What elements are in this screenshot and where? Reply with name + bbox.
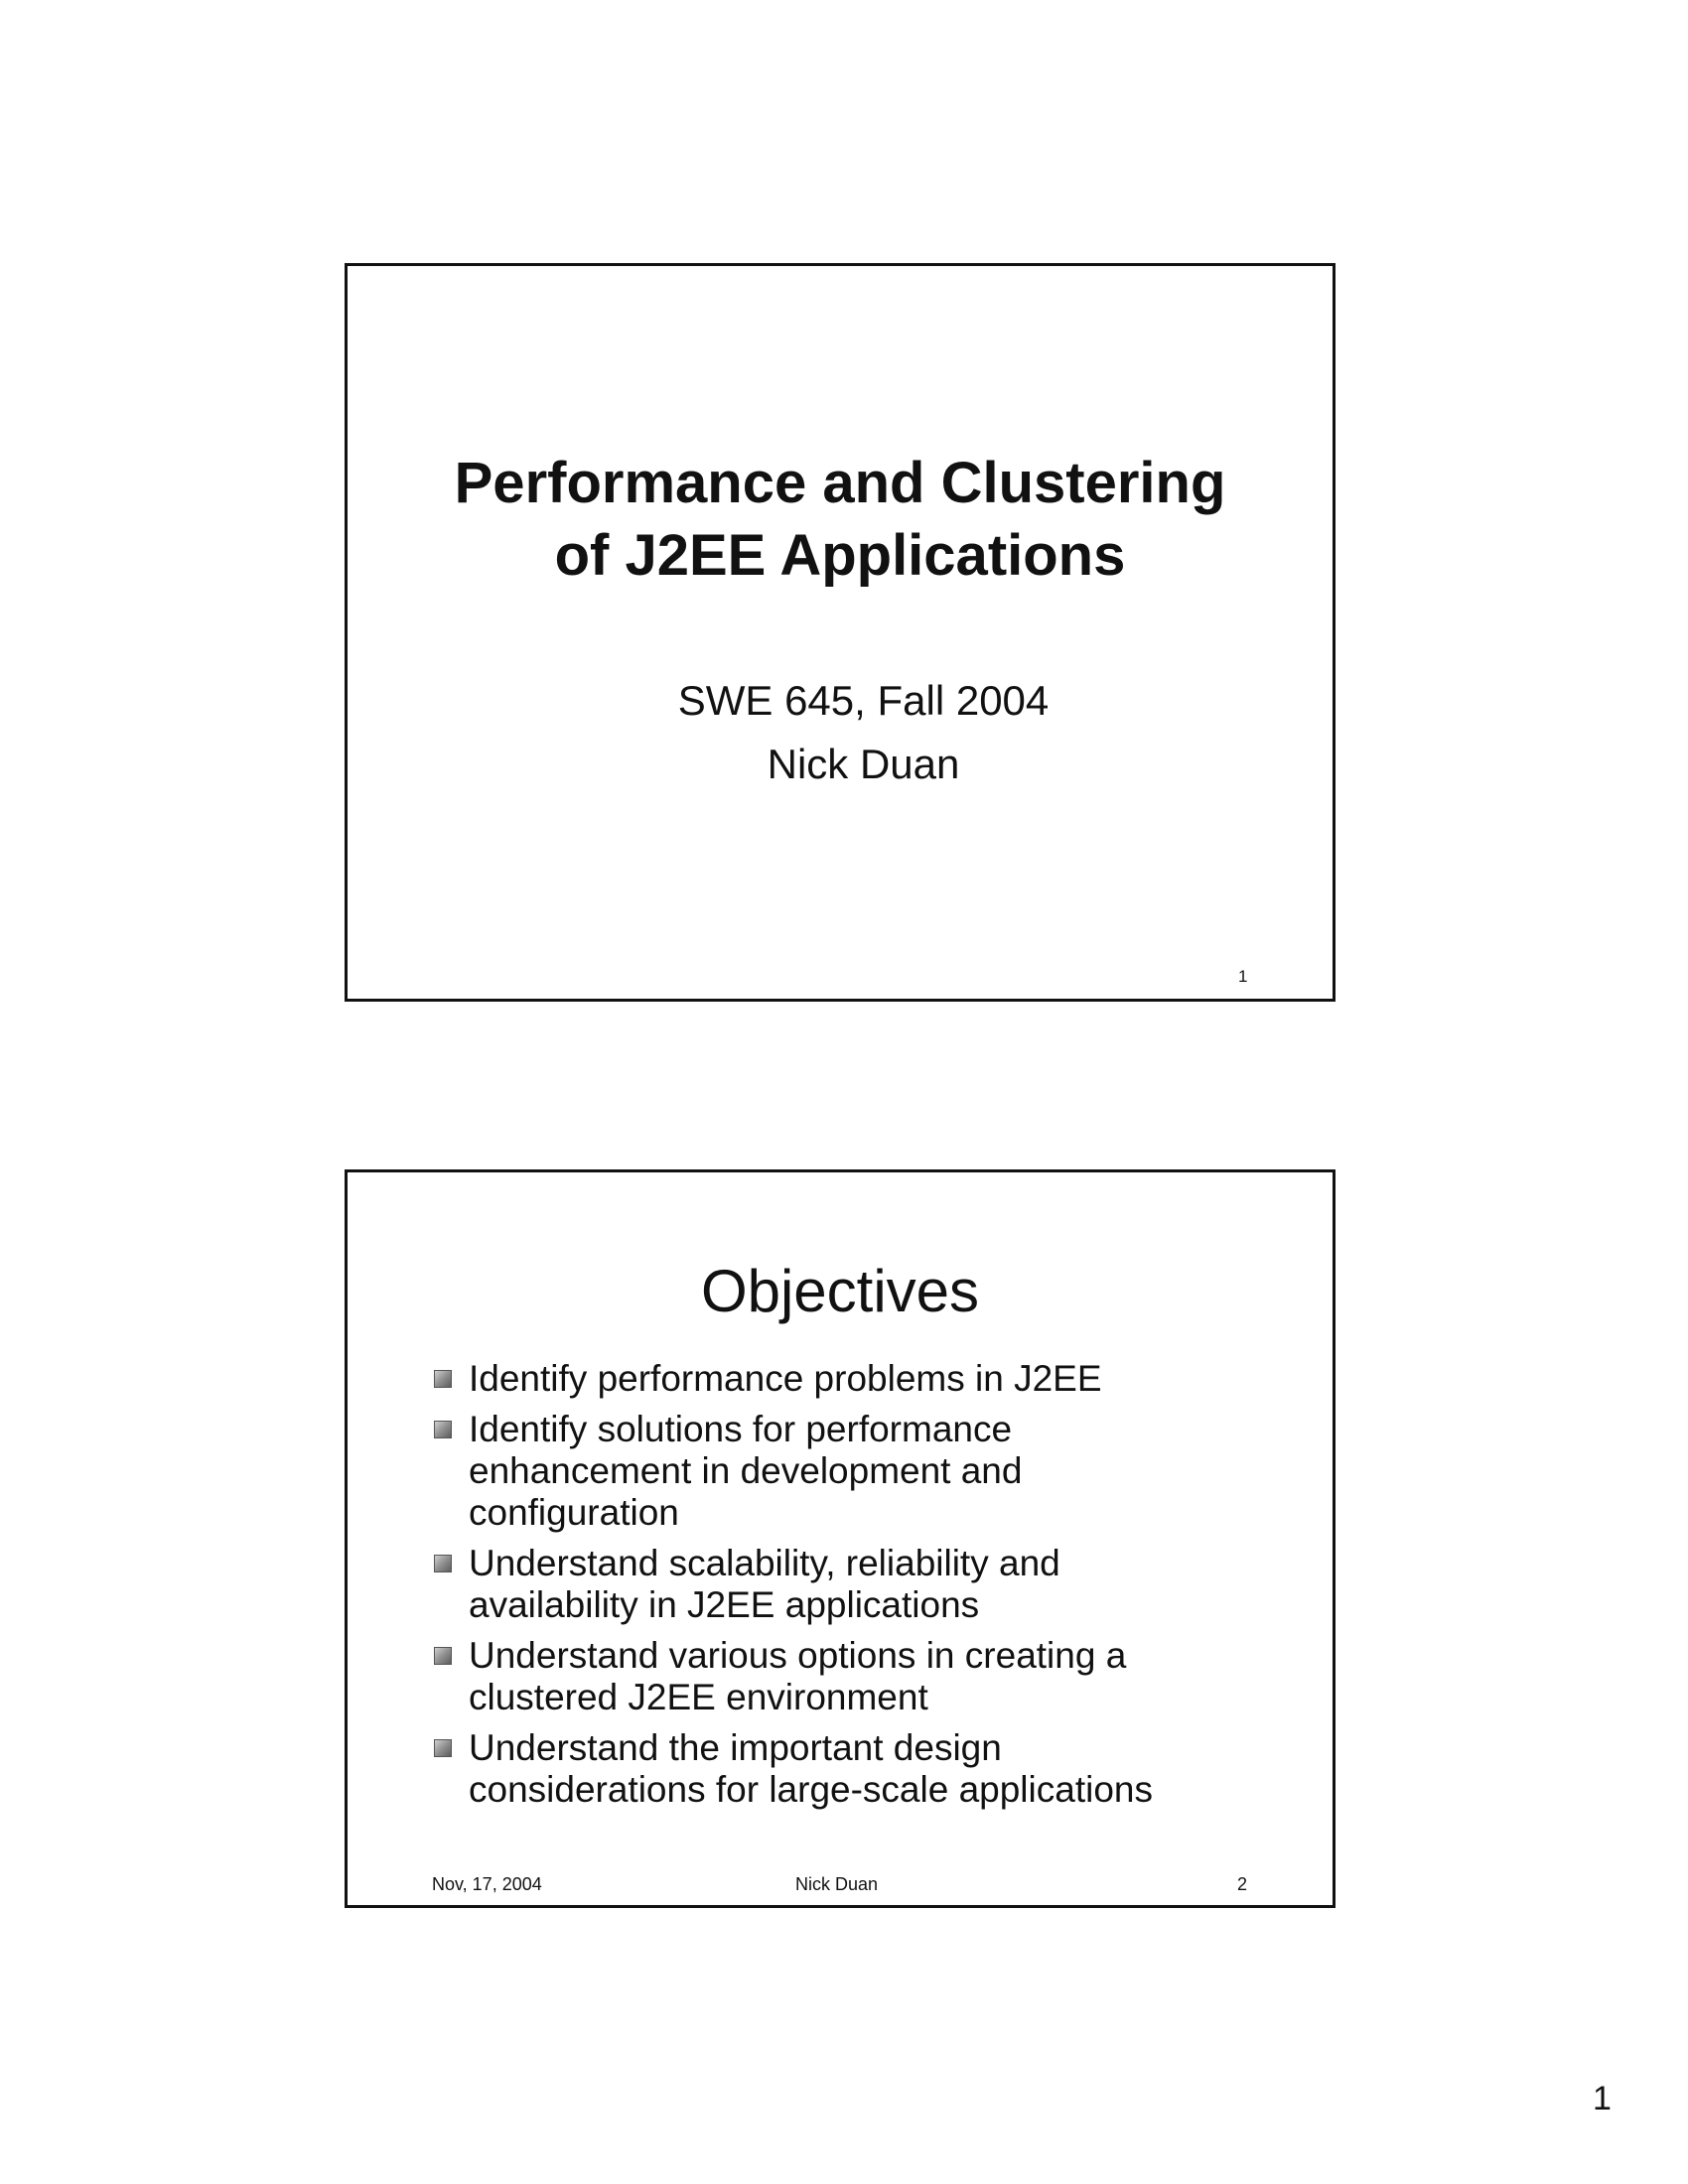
- square-bullet-icon: [434, 1739, 452, 1757]
- slide-2-footer-date: Nov, 17, 2004: [432, 1874, 542, 1894]
- slide-1-title-line-1: Performance and Clustering: [454, 451, 1226, 515]
- objectives-list: [434, 1358, 1308, 1820]
- slide-2: [345, 1169, 1336, 1908]
- list-item: [434, 1358, 1308, 1400]
- slide-1: [345, 263, 1336, 1002]
- list-item: [434, 1409, 1308, 1534]
- square-bullet-icon: [434, 1555, 452, 1572]
- bullet-line: Understand the important design: [469, 1727, 1002, 1768]
- bullet-line: Identify solutions for performance: [469, 1409, 1013, 1449]
- slide-2-title: Objectives: [700, 1258, 980, 1324]
- page-number: 1: [1593, 2080, 1612, 2117]
- slide-1-title: [348, 447, 1333, 592]
- bullet-line: availability in J2EE applications: [469, 1584, 980, 1625]
- list-item: [434, 1635, 1308, 1718]
- slide-2-footer-author: Nick Duan: [795, 1874, 879, 1894]
- bullet-line: configuration: [469, 1492, 679, 1533]
- bullet-line: Understand various options in creating a: [469, 1635, 1127, 1676]
- square-bullet-icon: [434, 1370, 452, 1388]
- square-bullet-icon: [434, 1647, 452, 1665]
- slide-1-title-line-2: of J2EE Applications: [554, 523, 1126, 588]
- square-bullet-icon: [434, 1421, 452, 1438]
- slide-1-author: Nick Duan: [767, 741, 960, 787]
- bullet-line: Identify performance problems in J2EE: [469, 1358, 1102, 1399]
- bullet-line: considerations for large-scale applications: [469, 1769, 1153, 1810]
- slide-1-course: SWE 645, Fall 2004: [677, 677, 1050, 724]
- list-item: [434, 1727, 1308, 1811]
- bullet-line: clustered J2EE environment: [469, 1677, 928, 1717]
- bullet-line: enhancement in development and: [469, 1450, 1023, 1491]
- slide-1-number: 1: [1238, 967, 1248, 986]
- slide-2-number: 2: [1237, 1874, 1248, 1894]
- list-item: [434, 1543, 1308, 1626]
- bullet-line: Understand scalability, reliability and: [469, 1543, 1060, 1583]
